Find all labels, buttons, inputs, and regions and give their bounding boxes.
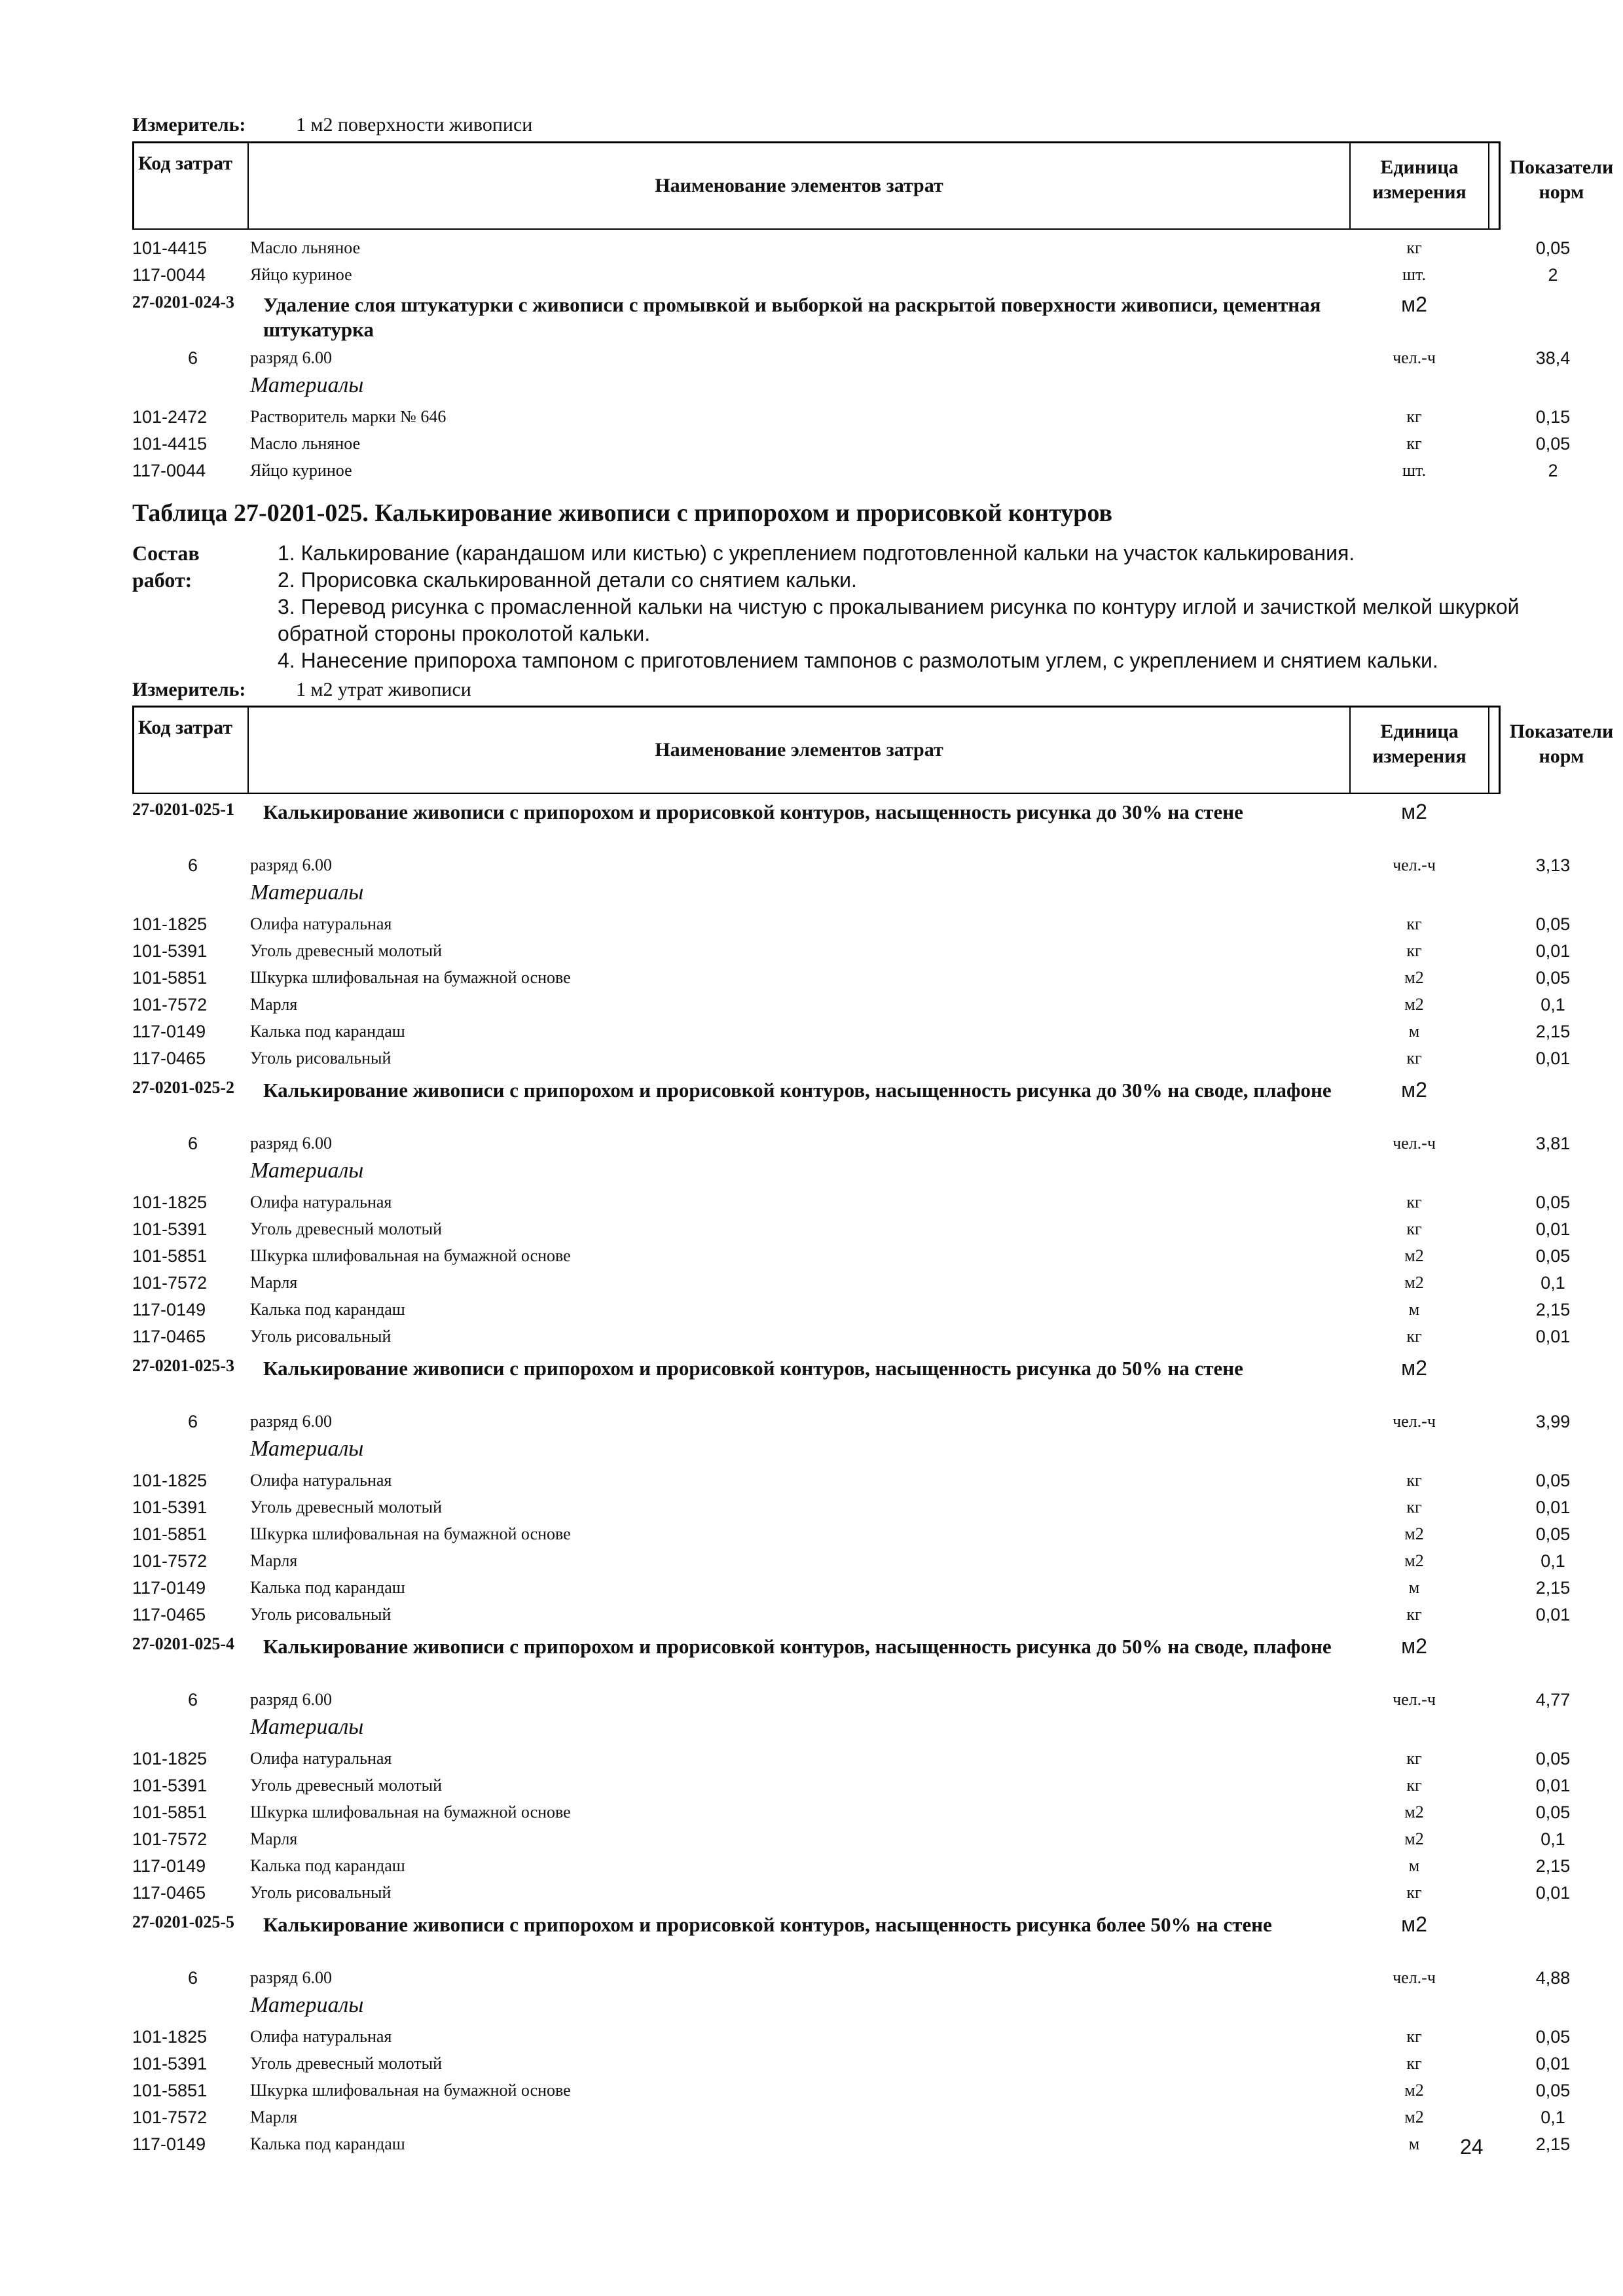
- labor-row: 6 разряд 6.00 чел.-ч 38,4: [187, 348, 1571, 368]
- table-row: 101-1825 Олифа натуральная кг 0,05: [132, 2027, 1571, 2047]
- works-list: [278, 540, 1574, 674]
- header-norm: Показатели норм: [1509, 156, 1614, 203]
- table-row: 117-0465 Уголь рисовальный кг 0,01: [132, 1327, 1571, 1346]
- works-item: 1. Калькирование (карандашом или кистью) с укреплением подготовленной кальки на участок калькирования.: [278, 541, 1355, 565]
- table-row: 101-2472 Растворитель марки № 646 кг 0,15: [132, 407, 1571, 427]
- item-row: 27-0201-025-3 Калькирование живописи с припорохом и прорисовкой контуров, насыщенность рисунка до 50% на стене м2: [132, 1356, 1427, 1380]
- materials-heading: Материалы: [250, 1437, 364, 1461]
- meter-line-2: [132, 679, 471, 701]
- table-row: 101-1825 Олифа натуральная кг 0,05: [132, 1193, 1571, 1212]
- table-row: 117-0044 Яйцо куриное шт. 2: [132, 461, 1558, 480]
- labor-row: 6 разряд 6.00 чел.-ч 3,99: [187, 1412, 1571, 1431]
- table-row: 101-7572 Марля м2 0,1: [132, 1273, 1565, 1293]
- table-row: 101-7572 Марля м2 0,1: [132, 1551, 1565, 1571]
- table-row: 101-1825 Олифа натуральная кг 0,05: [132, 1749, 1571, 1768]
- labor-row: 6 разряд 6.00 чел.-ч 3,81: [187, 1134, 1571, 1153]
- table-header-2: [132, 706, 1614, 794]
- header-name: Наименование элементов затрат: [249, 708, 1351, 793]
- table-row: 117-0149 Калька под карандаш м 2,15: [132, 1300, 1571, 1319]
- header-code: Код затрат: [134, 708, 249, 793]
- table-row: 117-0465 Уголь рисовальный кг 0,01: [132, 1605, 1571, 1624]
- item-row: 27-0201-025-4 Калькирование живописи с припорохом и прорисовкой контуров, насыщенность рисунка до 50% на своде, плафоне м2: [132, 1634, 1427, 1658]
- table-row: 101-4415 Масло льняное кг 0,05: [132, 238, 1571, 258]
- table-row: 101-1825 Олифа натуральная кг 0,05: [132, 914, 1571, 934]
- table-row: 117-0149 Калька под карандаш м 2,15: [132, 1578, 1571, 1598]
- meter-label: Измеритель:: [132, 679, 246, 700]
- meter-line-1: [132, 114, 532, 136]
- table-row: 117-0465 Уголь рисовальный кг 0,01: [132, 1883, 1571, 1903]
- table-row: 101-7572 Марля м2 0,1: [132, 2108, 1565, 2127]
- header-unit: Единица измерения: [1351, 143, 1489, 228]
- header-unit: Единица измерения: [1351, 708, 1489, 793]
- table-row: 101-5851 Шкурка шлифовальная на бумажной основе м2 0,05: [132, 1246, 1571, 1266]
- table-row: 101-5391 Уголь древесный молотый кг 0,01: [132, 2054, 1571, 2073]
- works-label: Состав работ:: [132, 541, 200, 592]
- table-row: 101-5851 Шкурка шлифовальная на бумажной основе м2 0,05: [132, 968, 1571, 988]
- table-title: Таблица 27-0201-025. Калькирование живописи с припорохом и прорисовкой контуров: [132, 499, 1113, 527]
- table-row: 101-1825 Олифа натуральная кг 0,05: [132, 1471, 1571, 1490]
- item-row: 27-0201-025-1 Калькирование живописи с припорохом и прорисовкой контуров, насыщенность рисунка до 30% на стене м2: [132, 800, 1427, 823]
- table-row: 101-5391 Уголь древесный молотый кг 0,01: [132, 941, 1571, 961]
- page-number: 24: [1460, 2135, 1484, 2159]
- materials-heading: Материалы: [250, 1715, 364, 1739]
- table-row: 101-5391 Уголь древесный молотый кг 0,01: [132, 1776, 1571, 1795]
- labor-row: 6 разряд 6.00 чел.-ч 4,88: [187, 1968, 1571, 1988]
- header-norm: Показатели норм: [1509, 721, 1614, 767]
- table-row: 101-5851 Шкурка шлифовальная на бумажной основе м2 0,05: [132, 1524, 1571, 1544]
- table-row: 101-4415 Масло льняное кг 0,05: [132, 434, 1571, 454]
- table-row: 101-5391 Уголь древесный молотый кг 0,01: [132, 1498, 1571, 1517]
- works-item: 2. Прорисовка скалькированной детали со снятием кальки.: [278, 568, 857, 592]
- materials-heading: Материалы: [250, 880, 364, 905]
- table-row: 101-5851 Шкурка шлифовальная на бумажной основе м2 0,05: [132, 2081, 1571, 2100]
- table-row: 101-5391 Уголь древесный молотый кг 0,01: [132, 1219, 1571, 1239]
- works-item: 4. Нанесение припороха тампоном с приготовлением тампонов с размолотым углем, с укреплением и снятием кальки.: [278, 649, 1438, 672]
- table-row: 117-0149 Калька под карандаш м 2,15: [132, 2134, 1571, 2154]
- item-row: 27-0201-025-2 Калькирование живописи с припорохом и прорисовкой контуров, насыщенность рисунка до 30% на своде, плафоне м2: [132, 1078, 1427, 1102]
- header-code: Код затрат: [134, 143, 249, 228]
- labor-row: 6 разряд 6.00 чел.-ч 3,13: [187, 855, 1571, 875]
- table-row: 117-0465 Уголь рисовальный кг 0,01: [132, 1049, 1571, 1068]
- table-row: 117-0044 Яйцо куриное шт. 2: [132, 265, 1558, 285]
- materials-heading: Материалы: [250, 1993, 364, 2017]
- works-item: 3. Перевод рисунка с промасленной кальки на чистую с прокалыванием рисунка по контуру иглой и зачисткой мелкой шкуркой обратной стороны проколотой кальки.: [278, 595, 1520, 645]
- materials-heading: Материалы: [250, 373, 364, 397]
- table-row: 117-0149 Калька под карандаш м 2,15: [132, 1856, 1571, 1876]
- meter-value: 1 м2 поверхности живописи: [296, 114, 533, 135]
- item-row: 27-0201-024-3 Удаление слоя штукатурки с живописи с промывкой и выборкой на раскрытой поверхности живописи, цементная штукатурка м2: [132, 293, 1427, 341]
- table-row: 101-7572 Марля м2 0,1: [132, 1829, 1565, 1849]
- meter-value: 1 м2 утрат живописи: [296, 679, 471, 700]
- item-row: 27-0201-025-5 Калькирование живописи с припорохом и прорисовкой контуров, насыщенность рисунка более 50% на стене м2: [132, 1912, 1427, 1936]
- meter-label: Измеритель:: [132, 114, 246, 135]
- labor-row: 6 разряд 6.00 чел.-ч 4,77: [187, 1690, 1571, 1710]
- table-row: 101-5851 Шкурка шлифовальная на бумажной основе м2 0,05: [132, 1803, 1571, 1822]
- table-row: 101-7572 Марля м2 0,1: [132, 995, 1565, 1014]
- header-name: Наименование элементов затрат: [249, 143, 1351, 228]
- table-row: 117-0149 Калька под карандаш м 2,15: [132, 1022, 1571, 1041]
- table-header-1: [132, 141, 1614, 230]
- materials-heading: Материалы: [250, 1158, 364, 1183]
